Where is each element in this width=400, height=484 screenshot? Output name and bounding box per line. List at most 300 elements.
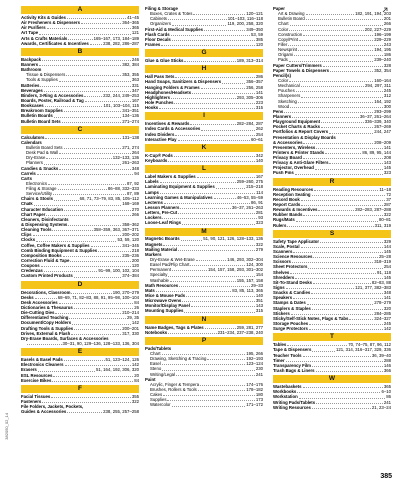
- entry-pages: 246: [131, 56, 139, 62]
- leader-dots: [41, 266, 131, 267]
- entry-pages: 178–182: [246, 387, 263, 392]
- leader-dots: [200, 385, 245, 386]
- leader-dots: [59, 153, 131, 154]
- entry-pages: 271–274: [122, 118, 139, 124]
- entry-term: Scissors: [273, 259, 291, 265]
- entry-term: Sheet Protectors: [273, 264, 308, 270]
- entry-pages: 37: [386, 196, 391, 202]
- entry-term: Boxes, Crates & Totes: [150, 11, 193, 17]
- entry-pages: 91, 118: [376, 269, 391, 275]
- leader-dots: [40, 86, 130, 87]
- index-entry: [21, 119, 139, 124]
- entry-term: Workbooks: [273, 389, 297, 395]
- entry-term: Rewards & Incentives: [273, 207, 318, 213]
- section-letter: E: [21, 348, 139, 356]
- leader-dots: [163, 245, 254, 246]
- entry-pages: 254: [255, 131, 263, 137]
- entry-pages: 87, 92: [127, 180, 139, 186]
- leader-dots: [289, 81, 373, 82]
- leader-dots: [329, 163, 382, 164]
- entry-term: Notebooks: [145, 329, 168, 335]
- entry-pages: 239–240: [374, 57, 391, 63]
- leader-dots: [175, 135, 254, 136]
- entry-pages: 84: [134, 299, 139, 305]
- leader-dots: [45, 138, 121, 139]
- entry-pages: 155, 157, 158: [236, 277, 263, 283]
- leader-dots: [216, 188, 246, 189]
- leader-dots: [52, 381, 133, 382]
- leader-dots: [162, 354, 246, 355]
- leader-dots: [306, 19, 383, 20]
- entry-term: Pocket Charts & Racks: [273, 124, 321, 130]
- entry-pages: 124, 300: [246, 262, 263, 268]
- entry-pages: 46–53, 55–59: [236, 194, 263, 200]
- entry-pages: 194, 195: [374, 47, 391, 53]
- index-section: [273, 333, 391, 373]
- leader-dots: [163, 395, 255, 396]
- leader-dots: [329, 133, 373, 134]
- entry-term: Coffee, Coffee Makers & Supplies: [21, 242, 90, 248]
- entry-pages: 288: [383, 357, 391, 363]
- entry-pages: 232, 244, 249–253: [103, 92, 139, 98]
- entry-pages: 244, 247: [374, 129, 391, 135]
- entry-term: Guides & Accessories: [21, 409, 67, 415]
- entry-pages: 266: [131, 211, 139, 217]
- entry-term: Mailing Material: [145, 246, 178, 252]
- leader-dots: [59, 81, 131, 82]
- entry-pages: 294, 297, 311: [365, 83, 391, 89]
- entry-pages: 324–327: [374, 315, 391, 321]
- entry-pages: 189, 313–314: [236, 58, 263, 64]
- entry-term: Paper: [273, 6, 285, 11]
- entry-pages: 41–45: [127, 15, 139, 20]
- entry-term: Timer: [273, 357, 285, 363]
- leader-dots: [68, 225, 121, 226]
- entry-term: Reading Resources: [273, 186, 314, 192]
- entry-pages: 68, 71, 73–79, 83, 85, 105–112: [79, 196, 139, 202]
- entry-pages: 259, 281, 277: [236, 324, 263, 330]
- entry-term: Backpack: [21, 56, 42, 62]
- entry-term: Transparency Film: [273, 362, 311, 368]
- leader-dots: [167, 400, 254, 401]
- entry-term: Paper Towels & Dispensers: [273, 67, 330, 73]
- leader-dots: [222, 83, 245, 84]
- entry-pages: 86: [386, 394, 391, 400]
- entry-term: Chart Paper: [21, 211, 46, 217]
- entry-pages: 351: [255, 298, 263, 304]
- entry-pages: 180: [255, 392, 263, 398]
- leader-dots: [290, 25, 383, 26]
- entry-pages: 341–345: [122, 242, 139, 248]
- index-section: [145, 228, 263, 314]
- entry-pages: 36, 39–40: [371, 352, 391, 358]
- entry-term: Credenzas: [21, 268, 43, 274]
- leader-dots: [64, 148, 122, 149]
- entry-term: Carrels: [21, 170, 36, 176]
- leader-dots: [53, 376, 133, 377]
- entry-pages: 223: [255, 99, 263, 105]
- entry-pages: 353, 355: [122, 72, 139, 78]
- entry-term: Presentation & Display Boards: [273, 134, 336, 140]
- leader-dots: [64, 111, 121, 112]
- leader-dots: [51, 397, 131, 398]
- entry-pages: 286: [255, 74, 263, 80]
- leader-dots: [59, 303, 134, 304]
- entry-term: Air Purifiers: [21, 25, 46, 31]
- leader-dots: [161, 45, 255, 46]
- entry-term: Bulletin Board: [278, 16, 305, 22]
- entry-pages: 141: [255, 89, 263, 95]
- entry-term: Decorations, Classroom: [21, 289, 71, 295]
- leader-dots: [204, 30, 245, 31]
- leader-dots: [172, 406, 246, 407]
- leader-dots: [295, 278, 383, 279]
- leader-dots: [293, 252, 382, 253]
- entry-term: Dry-Erase & Wet-Erase: [150, 257, 195, 263]
- entry-pages: 279: [255, 246, 263, 252]
- entry-term: Teacher Tools: [273, 352, 302, 358]
- entry-term: Stickers: [273, 310, 290, 316]
- entry-pages: 140: [255, 293, 263, 299]
- leader-dots: [27, 344, 62, 345]
- entry-pages: 192–193: [246, 356, 263, 362]
- entry-pages: 154: [255, 272, 263, 278]
- entry-pages: 186: [383, 52, 391, 58]
- leader-dots: [182, 224, 255, 225]
- entry-term: Writing Pads/Tablets: [273, 399, 316, 405]
- entry-term: Cleaners, Disinfectants: [21, 216, 69, 222]
- entry-term: Hand Soaps, Sanitizers & Dispensers: [145, 79, 222, 85]
- entry-term: Art & Drawing: [278, 11, 305, 17]
- entry-term: Signs: [273, 285, 285, 291]
- leader-dots: [298, 102, 373, 103]
- entry-term: Rugs/Mats: [273, 217, 295, 223]
- entry-pages: 358–362: [122, 222, 139, 228]
- entry-term: Writing Resources: [273, 404, 311, 410]
- entry-pages: 21, 23–24: [371, 404, 391, 410]
- entry-pages: 293–299: [374, 108, 391, 114]
- leader-dots: [181, 240, 203, 241]
- entry-term: Document/Copy Holders: [21, 320, 72, 326]
- entry-term: Interactive Play: [145, 136, 177, 142]
- leader-dots: [192, 93, 255, 94]
- entry-pages: 238, 255, 257–258: [103, 409, 139, 415]
- entry-term: Wood: [278, 103, 290, 109]
- page-number: 385: [380, 473, 392, 480]
- entry-term: Index Dividers: [145, 131, 175, 137]
- leader-dots: [162, 218, 257, 219]
- entry-term: Chairs & Stools: [21, 196, 53, 202]
- entry-pages: 20: [134, 372, 139, 378]
- leader-dots: [52, 230, 92, 231]
- entry-pages: 132–133, 136: [112, 155, 139, 161]
- leader-dots: [70, 261, 130, 262]
- entry-term: Lamps: [145, 189, 159, 195]
- section-letter: I: [145, 112, 263, 120]
- entry-pages: 86, 91: [251, 199, 263, 205]
- entry-pages: 168–169: [122, 201, 139, 207]
- leader-dots: [178, 140, 251, 141]
- entry-term: Letters, Pre-Cut: [145, 210, 178, 216]
- entry-term: Sketching: [278, 98, 297, 104]
- index-entry: [21, 273, 139, 278]
- entry-term: Awards, Certificates & Incentives: [21, 40, 89, 46]
- entry-pages: 210–214: [122, 310, 139, 316]
- leader-dots: [47, 28, 131, 29]
- entry-pages: 282–283, 287–288: [355, 207, 391, 213]
- leader-dots: [349, 319, 373, 320]
- entry-pages: 11–18: [379, 186, 391, 192]
- entry-pages: 82–83, 88: [371, 279, 391, 285]
- entry-pages: 30–31, 90, 129–136, 128–133, 136, 304: [62, 341, 139, 346]
- leader-dots: [170, 281, 236, 282]
- leader-dots: [168, 19, 227, 20]
- entry-pages: 355: [131, 393, 139, 399]
- entry-term: Sit-To-Stand Desks: [273, 279, 313, 285]
- leader-dots: [184, 312, 254, 313]
- entry-pages: 119, 200, 258, 320: [227, 21, 263, 27]
- entry-pages: 145: [383, 165, 391, 171]
- section-letter: K: [145, 144, 263, 152]
- entry-pages: 300: [383, 103, 391, 109]
- entry-term: Push Pins: [273, 170, 294, 176]
- entry-term: Dry-Erase: [26, 155, 46, 161]
- entry-pages: 254: [383, 264, 391, 270]
- entry-term: Microwave Ovens: [145, 298, 182, 304]
- leader-dots: [178, 213, 255, 214]
- entry-term: Hooks: [145, 105, 159, 111]
- entry-pages: 202, 227–229: [364, 26, 391, 32]
- entry-pages: 60–61: [251, 136, 263, 142]
- entry-pages: 143: [255, 303, 263, 309]
- index-section: [145, 6, 263, 47]
- index-section: [21, 48, 139, 124]
- leader-dots: [190, 124, 235, 125]
- leader-dots: [309, 324, 383, 325]
- entry-term: Index Cards & Accessories: [145, 126, 201, 132]
- leader-dots: [37, 174, 133, 175]
- entry-term: Filler: [278, 41, 288, 47]
- entry-term: K-Cup® Pods: [145, 152, 173, 158]
- entry-term: Chalk: [21, 201, 33, 207]
- entry-term: Cleaning Tools: [21, 227, 52, 233]
- entry-term: Headphones/Headsets: [145, 89, 192, 95]
- entry-term: ESL Resources: [21, 372, 53, 378]
- index-section: [145, 112, 263, 142]
- entry-term: Magnets: [145, 241, 163, 247]
- entry-term: Color: [278, 26, 289, 32]
- entry-pages: 142: [383, 326, 391, 332]
- leader-dots: [160, 182, 236, 183]
- leader-dots: [182, 301, 255, 302]
- index-entry: [21, 378, 139, 383]
- entry-pages: 25–28: [379, 254, 391, 260]
- entry-term: Surge Protectors: [273, 326, 308, 332]
- entry-term: Markers: [145, 251, 162, 257]
- leader-dots: [59, 169, 131, 170]
- entry-pages: 87, 89: [127, 191, 139, 197]
- entry-term: Dry-Erase Boards, Surfaces & Accessories: [21, 335, 109, 341]
- leader-dots: [84, 96, 102, 97]
- leader-dots: [197, 177, 255, 178]
- entry-pages: 385: [255, 36, 263, 42]
- entry-term: Coupons: [21, 263, 40, 269]
- entry-pages: 347: [131, 87, 139, 93]
- leader-dots: [289, 30, 363, 31]
- leader-dots: [287, 226, 373, 227]
- entry-term: Electronics: [26, 180, 48, 186]
- entry-pages: 329: [383, 238, 391, 244]
- entry-pages: 238, 282, 286–287: [103, 40, 139, 46]
- entry-term: Desk Accessories: [21, 299, 58, 305]
- entry-term: Flash Cards: [145, 31, 170, 37]
- entry-pages: 29–33: [251, 282, 263, 288]
- leader-dots: [55, 313, 121, 314]
- leader-dots: [298, 50, 373, 51]
- leader-dots: [162, 370, 255, 371]
- entry-pages: 121, 314, 316–317, 329, 336: [336, 347, 391, 353]
- leader-dots: [299, 398, 385, 399]
- leader-dots: [316, 148, 383, 149]
- leader-dots: [74, 308, 133, 309]
- leader-dots: [54, 117, 122, 118]
- entry-pages: 364–365: [122, 20, 139, 26]
- entry-pages: 322: [255, 241, 263, 247]
- leader-dots: [62, 122, 122, 123]
- leader-dots: [72, 324, 131, 325]
- entry-pages: 261–263: [122, 160, 139, 166]
- entry-pages: 165–167, 173, 184–189: [93, 35, 139, 41]
- entry-term: Privacy & Anti-Glare Filters: [273, 160, 329, 166]
- index-section: [273, 6, 391, 176]
- entry-term: Candies & Snacks: [21, 165, 59, 171]
- entry-term: Shredders: [273, 274, 295, 280]
- index-column-2: [145, 6, 263, 410]
- leader-dots: [313, 257, 378, 258]
- entry-term: Pads: [278, 57, 288, 63]
- entry-term: Brushes, Rollers & Tools: [150, 387, 197, 392]
- entry-pages: 322: [383, 212, 391, 218]
- leader-dots: [290, 273, 376, 274]
- entry-term: Highlighters: [145, 94, 171, 100]
- index-section: [145, 316, 263, 335]
- leader-dots: [38, 371, 95, 372]
- entry-term: Scale, Postal: [273, 243, 300, 249]
- entry-pages: 123–124: [246, 361, 263, 367]
- entry-pages: 91–99, 100, 102, 104: [98, 268, 139, 274]
- entry-term: Art Tape: [21, 30, 39, 36]
- entry-pages: 230: [255, 366, 263, 372]
- entry-term: Comb Binding Equipment & Supplies: [21, 247, 98, 253]
- entry-pages: 229–229: [374, 36, 391, 42]
- index-entry: [273, 368, 391, 373]
- entry-term: Glue & Glue Sticks: [145, 58, 184, 64]
- leader-dots: [46, 158, 111, 159]
- entry-pages: 146: [383, 362, 391, 368]
- entry-pages: 336–339, 340: [364, 119, 391, 125]
- entry-term: Pouches: [278, 88, 295, 94]
- index-entry: [145, 42, 263, 47]
- leader-dots: [299, 40, 373, 41]
- leader-dots: [316, 371, 383, 372]
- entry-pages: 323: [255, 220, 263, 226]
- entry-term: Bulletin Board Sets: [21, 118, 61, 124]
- index-entry: [21, 341, 139, 346]
- entry-term: Reception Seating: [273, 191, 311, 197]
- leader-dots: [288, 45, 383, 46]
- entry-term: Filing & Storage: [26, 186, 57, 192]
- leader-dots: [292, 262, 373, 263]
- entry-term: Hole Punches: [145, 99, 174, 105]
- leader-dots: [201, 88, 246, 89]
- leader-dots: [318, 210, 354, 211]
- leader-dots: [303, 158, 383, 159]
- entry-term: Portfolios & Report Covers: [273, 129, 329, 135]
- leader-dots: [321, 127, 373, 128]
- entry-term: Clocks: [21, 237, 36, 243]
- entry-pages: 278–279: [374, 300, 391, 306]
- entry-pages: 320: [383, 305, 391, 311]
- entry-pages: 114: [256, 189, 263, 195]
- index-section: [273, 230, 391, 332]
- entry-pages: 282–284, 287: [236, 121, 263, 127]
- section-letter: B: [21, 48, 139, 56]
- entry-term: Custom Printed Products: [21, 273, 73, 279]
- leader-dots: [178, 250, 255, 251]
- entry-pages: 53, 59, 120: [117, 237, 139, 243]
- section-letter: H: [145, 65, 263, 73]
- entry-term: Erasers: [21, 367, 37, 373]
- leader-dots: [91, 246, 122, 247]
- entry-pages: 26: [134, 305, 139, 311]
- leader-dots: [308, 268, 382, 269]
- entry-term: Projector, Overhead: [273, 165, 314, 171]
- entry-term: Permanent: [150, 267, 172, 273]
- entry-pages: 145: [383, 274, 391, 280]
- leader-dots: [214, 198, 236, 199]
- entry-term: Acrylic, Finger & Tempera: [150, 381, 200, 387]
- entry-pages: 281: [255, 210, 263, 216]
- entry-pages: 68–69, 71, 82–83, 88, 91, 95–98, 100–104: [57, 294, 139, 300]
- entry-term: Presenters, Wireless: [273, 144, 316, 150]
- entry-pages: 101–103, 116–118: [227, 16, 263, 22]
- leader-dots: [33, 235, 122, 236]
- entry-pages: 94: [134, 170, 139, 176]
- index-section: [273, 178, 391, 228]
- entry-term: Privacy Board: [273, 155, 302, 161]
- entry-term: Easel Pad/Flip Chart: [150, 262, 190, 268]
- entry-pages: 142: [131, 362, 139, 368]
- entry-term: Desks: [21, 294, 34, 300]
- entry-pages: 215–218: [246, 184, 263, 190]
- entry-term: Hanging Folders & Frames: [145, 84, 200, 90]
- entry-term: Construction: [278, 31, 303, 37]
- entry-pages: 80–81: [379, 217, 391, 223]
- entry-term: Binders, 3-Ring & Accessories: [21, 92, 84, 98]
- index-entry: [145, 308, 263, 313]
- entry-term: Monitor/Display Panel: [145, 303, 190, 309]
- section-letter: W: [273, 375, 391, 383]
- entry-pages: 365: [383, 384, 391, 390]
- leader-dots: [301, 247, 383, 248]
- entry-term: File Folders, Jackets, Pockets,: [21, 404, 84, 410]
- leader-dots: [330, 71, 373, 72]
- entry-pages: 363: [131, 77, 139, 83]
- leader-dots: [172, 270, 207, 271]
- entry-term: Mechanical: [278, 83, 300, 89]
- index-section: [21, 385, 139, 415]
- entry-term: Record Book: [273, 196, 300, 202]
